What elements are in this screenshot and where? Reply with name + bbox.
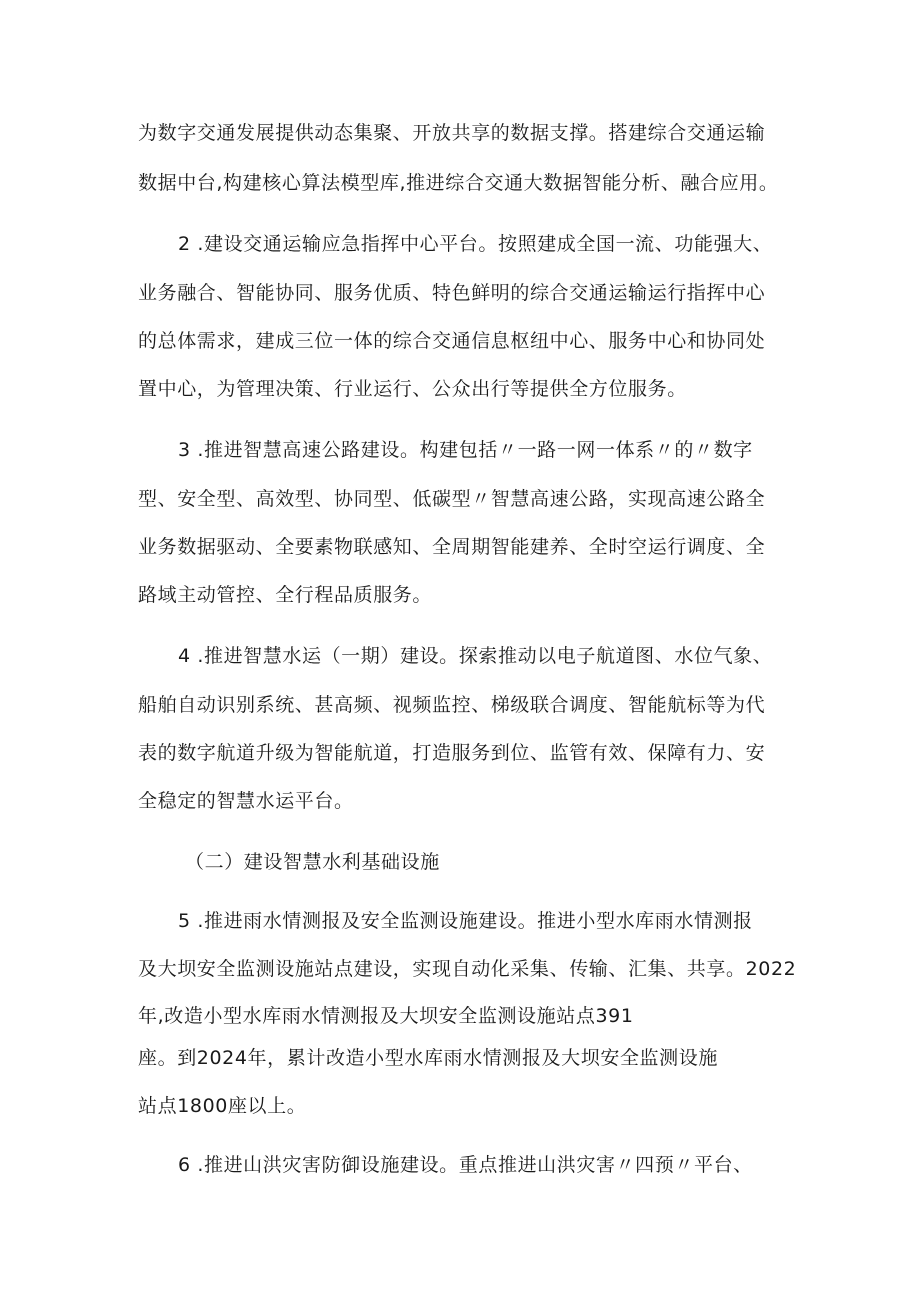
paragraph-line: 6 .推进山洪灾害防御设施建设。重点推进山洪灾害〃四预〃平台、 — [178, 1154, 753, 1176]
paragraph-line: 5 .推进雨水情测报及安全监测设施建设。推进小型水库雨水情测报 — [178, 910, 753, 932]
paragraph-line: 数据中台,构建核心算法模型库,推进综合交通大数据智能分析、融合应用。 — [138, 172, 779, 194]
paragraph-line: 2 .建设交通运输应急指挥中心平台。按照建成全国一流、功能强大、 — [178, 233, 773, 255]
paragraph-line: 业务数据驱动、全要素物联感知、全周期智能建养、全时空运行调度、全 — [138, 536, 766, 558]
paragraph-line: 年,改造小型水库雨水情测报及大坝安全监测设施站点391 — [138, 1005, 634, 1027]
paragraph-line: 路域主动管控、全行程品质服务。 — [138, 584, 433, 606]
paragraph-line: 置中心，为管理决策、行业运行、公众出行等提供全方位服务。 — [138, 378, 687, 400]
paragraph-line: 全稳定的智慧水运平台。 — [138, 790, 354, 812]
paragraph-line: 型、安全型、高效型、协同型、低碳型〃智慧高速公路，实现高速公路全 — [138, 488, 766, 510]
paragraph-line: 的总体需求，建成三位一体的综合交通信息枢纽中心、服务中心和协同处 — [138, 330, 766, 352]
paragraph-line: 表的数字航道升级为智能航道，打造服务到位、监管有效、保障有力、安 — [138, 742, 766, 764]
paragraph-line: 站点1800座以上。 — [138, 1095, 307, 1117]
paragraph-line: 船舶自动识别系统、甚高频、视频监控、梯级联合调度、智能航标等为代 — [138, 694, 766, 716]
paragraph-line: 及大坝安全监测设施站点建设，实现自动化采集、传输、汇集、共享。2022 — [138, 958, 797, 980]
paragraph-line: 业务融合、智能协同、服务优质、特色鲜明的综合交通运输运行指挥中心 — [138, 282, 766, 304]
paragraph-line: 座。到2024年，累计改造小型水库雨水情测报及大坝安全监测设施 — [138, 1047, 718, 1069]
paragraph-line: 4 .推进智慧水运（一期）建设。探索推动以电子航道图、水位气象、 — [178, 645, 773, 667]
paragraph-line: 为数字交通发展提供动态集聚、开放共享的数据支撑。搭建综合交通运输 — [138, 122, 766, 144]
section-heading: （二）建设智慧水利基础设施 — [185, 851, 440, 873]
paragraph-line: 3 .推进智慧高速公路建设。构建包括〃一路一网一体系〃的〃数字 — [178, 439, 753, 461]
